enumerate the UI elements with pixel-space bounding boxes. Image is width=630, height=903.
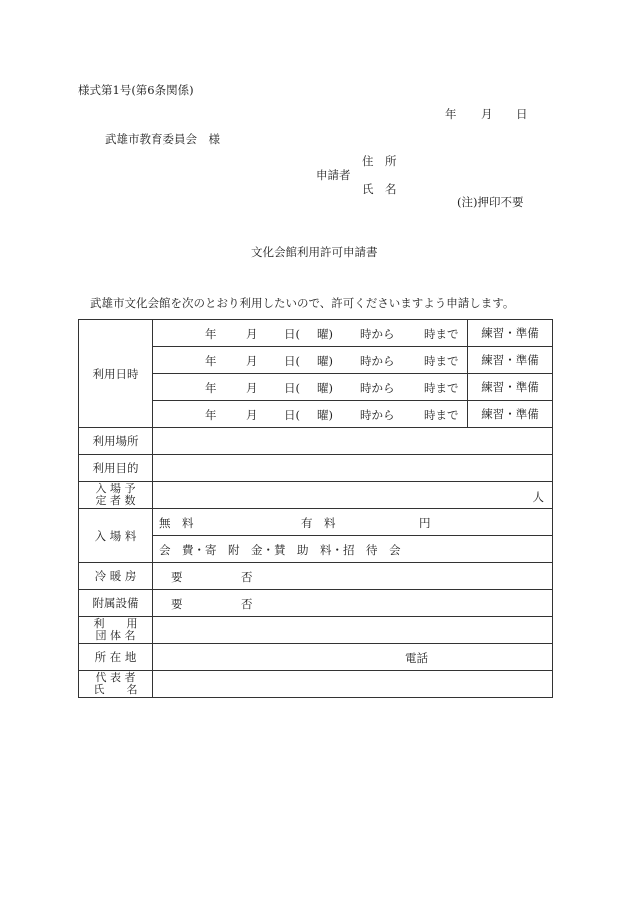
slot-from: 時から [360, 327, 395, 341]
fee-yen-unit: 円 [419, 516, 431, 530]
slot-year: 年 [205, 381, 217, 395]
slot-weekday: 曜) [317, 354, 333, 368]
equipment-no-option[interactable]: 否 [241, 597, 253, 611]
location-input[interactable] [153, 644, 553, 671]
addressee: 武雄市教育委員会 様 [105, 132, 220, 146]
attendance-label-line1: 入 場 予 [95, 482, 136, 495]
aircon-label-cell [79, 563, 153, 590]
equipment-label-cell [79, 590, 153, 617]
aircon-label: 冷 暖 房 [94, 569, 137, 583]
attendance-unit: 人 [532, 490, 544, 504]
equipment-row [79, 590, 553, 617]
fee-label: 入 場 料 [94, 528, 137, 543]
slot-year: 年 [205, 408, 217, 422]
attendance-label-cell [79, 482, 153, 509]
slot-day: 日( [284, 381, 300, 395]
location-label-cell [79, 644, 153, 671]
slot-month: 月 [246, 408, 258, 422]
slot-month: 月 [246, 381, 258, 395]
application-form-table [78, 319, 553, 698]
datetime-slot-3[interactable] [153, 374, 468, 401]
slot-weekday: 曜) [317, 381, 333, 395]
fee-amount-cell[interactable] [153, 509, 553, 536]
slot-to: 時まで [424, 327, 459, 341]
group-label-cell [79, 617, 153, 644]
applicant-label: 申請者 [316, 168, 351, 182]
slot-from: 時から [360, 354, 395, 368]
attendance-row [79, 482, 553, 509]
purpose-cell-4[interactable] [468, 401, 553, 428]
slot-to: 時まで [424, 408, 459, 422]
place-row [79, 428, 553, 455]
group-label-line1: 利 用 [93, 617, 138, 630]
slot-from: 時から [360, 408, 395, 422]
fee-row-1 [79, 509, 553, 536]
group-row [79, 617, 553, 644]
datetime-slot-2[interactable] [153, 347, 468, 374]
purpose-cell-3[interactable] [468, 374, 553, 401]
date-year-label: 年 [445, 107, 457, 121]
purpose-label-cell [79, 455, 153, 482]
datetime-slot-4[interactable] [153, 401, 468, 428]
applicant-address-label: 住 所 [362, 154, 397, 168]
location-label: 所 在 地 [94, 650, 137, 664]
applicant-note: (注)押印不要 [457, 195, 524, 209]
purpose-choice: 練習・準備 [481, 326, 539, 340]
aircon-choice-cell[interactable] [153, 563, 553, 590]
slot-day: 日( [284, 408, 300, 422]
document-title: 文化会館利用許可申請書 [251, 245, 378, 259]
attendance-label-line2: 定 者 数 [95, 494, 136, 507]
slot-day: 日( [284, 327, 300, 341]
fee-type-options[interactable]: 会 費・寄 附 金・賛 助 料・招 待 会 [159, 543, 401, 557]
equipment-yes-option[interactable]: 要 [171, 597, 183, 611]
date-day-label: 日 [516, 107, 528, 121]
datetime-label-cell [79, 320, 153, 428]
representative-row [79, 671, 553, 698]
equipment-label: 附属設備 [92, 596, 139, 610]
purpose-label: 利用目的 [92, 461, 139, 475]
form-number: 様式第1号(第6条関係) [78, 83, 194, 97]
purpose-choice: 練習・準備 [481, 407, 539, 421]
purpose-input[interactable] [153, 455, 553, 482]
slot-to: 時まで [424, 354, 459, 368]
fee-type-cell[interactable] [153, 536, 553, 563]
fee-label-cell [79, 509, 153, 563]
group-label-line2: 団 体 名 [95, 629, 136, 642]
purpose-choice: 練習・準備 [481, 353, 539, 367]
slot-year: 年 [205, 327, 217, 341]
place-input[interactable] [153, 428, 553, 455]
datetime-row-1 [79, 320, 553, 347]
place-label-cell [79, 428, 153, 455]
slot-from: 時から [360, 381, 395, 395]
location-row [79, 644, 553, 671]
slot-to: 時まで [424, 381, 459, 395]
equipment-choice-cell[interactable] [153, 590, 553, 617]
slot-month: 月 [246, 327, 258, 341]
purpose-cell-2[interactable] [468, 347, 553, 374]
purpose-choice: 練習・準備 [481, 380, 539, 394]
slot-weekday: 曜) [317, 327, 333, 341]
purpose-row [79, 455, 553, 482]
group-name-input[interactable] [153, 617, 553, 644]
purpose-cell-1[interactable] [468, 320, 553, 347]
datetime-slot-1[interactable] [153, 320, 468, 347]
aircon-yes-option[interactable]: 要 [171, 570, 183, 584]
representative-label-line1: 代 表 者 [95, 671, 136, 684]
representative-label-line2: 氏 名 [93, 683, 138, 696]
slot-weekday: 曜) [317, 408, 333, 422]
fee-free-option[interactable]: 無 料 [159, 516, 194, 530]
slot-month: 月 [246, 354, 258, 368]
applicant-name-label: 氏 名 [362, 182, 397, 196]
date-month-label: 月 [481, 107, 493, 121]
representative-name-input[interactable] [153, 671, 553, 698]
aircon-row [79, 563, 553, 590]
aircon-no-option[interactable]: 否 [241, 570, 253, 584]
place-label: 利用場所 [92, 434, 139, 448]
representative-label-cell [79, 671, 153, 698]
phone-label: 電話 [405, 651, 428, 665]
fee-paid-option[interactable]: 有 料 [301, 516, 336, 530]
slot-year: 年 [205, 354, 217, 368]
attendance-input[interactable] [153, 482, 553, 509]
slot-day: 日( [284, 354, 300, 368]
datetime-label: 利用日時 [92, 366, 139, 381]
intro-text: 武雄市文化会館を次のとおり利用したいので、許可くださいますよう申請します。 [90, 296, 515, 310]
